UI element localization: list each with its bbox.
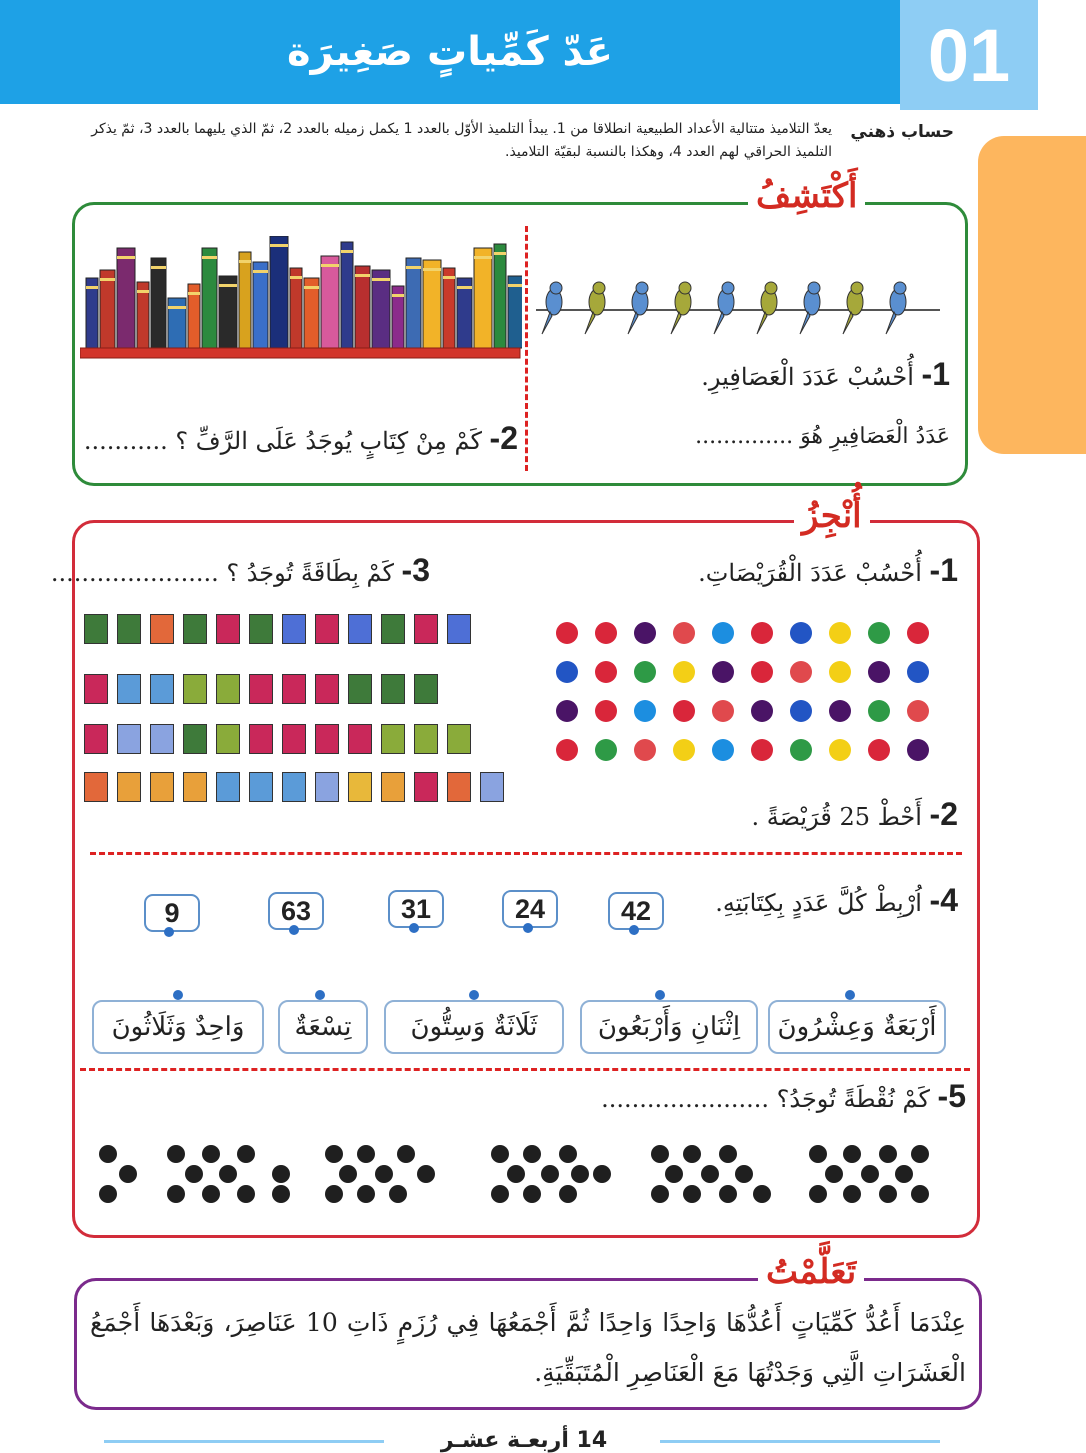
dot — [753, 1185, 771, 1203]
disc[interactable] — [868, 700, 890, 722]
card[interactable] — [480, 772, 504, 802]
question-text: أُحْسُبْ عَدَدَ الْعَصَافِيرِ. — [701, 363, 914, 391]
question-number: 2- — [489, 420, 518, 456]
card[interactable] — [315, 614, 339, 644]
number-box[interactable]: 63 — [268, 892, 324, 930]
match-dot[interactable] — [409, 923, 419, 933]
dot — [523, 1145, 541, 1163]
card[interactable] — [282, 724, 306, 754]
card[interactable] — [183, 772, 207, 802]
dot — [119, 1165, 137, 1183]
book-band — [443, 276, 455, 279]
bird — [843, 282, 863, 334]
dot — [389, 1185, 407, 1203]
dot — [99, 1145, 117, 1163]
dot — [219, 1165, 237, 1183]
dot — [683, 1185, 701, 1203]
disc[interactable] — [751, 622, 773, 644]
dot — [719, 1145, 737, 1163]
page-number: 14 أربعـة عشـر — [440, 1428, 608, 1453]
disc[interactable] — [556, 622, 578, 644]
disc[interactable] — [556, 661, 578, 683]
book-band — [137, 290, 149, 293]
book-band — [117, 256, 135, 259]
practice-title: أُنْجِزُ — [794, 496, 870, 536]
learned-text: عِنْدَمَا أَعُدُّ كَمِّيَاتٍ أَعُدُّهَا وَاحِدًا وَاحِدًا ثُمَّ أَجْمَعُهَا فِي رُزَمٍ ذَاتِ 10 عَنَاصِرَ، وَبَعْدَهَا أَجْمَعُ الْعَشَرَاتِ الَّتِي وَجَدْتُهَا مَعَ الْعَنَاصِرِ الْمُتَبَقِّيَةِ. — [90, 1308, 966, 1387]
card[interactable] — [84, 674, 108, 704]
dot — [911, 1145, 929, 1163]
dot — [357, 1185, 375, 1203]
book-band — [304, 286, 319, 289]
shelf — [80, 348, 520, 358]
practice-question-5 — [601, 1078, 966, 1115]
match-dot[interactable] — [289, 925, 299, 935]
disc[interactable] — [907, 661, 929, 683]
discover-title: أَكْتَشِفُ — [748, 176, 865, 216]
card[interactable] — [381, 614, 405, 644]
card[interactable] — [414, 674, 438, 704]
disc[interactable] — [751, 661, 773, 683]
disc[interactable] — [556, 700, 578, 722]
card[interactable] — [150, 724, 174, 754]
disc[interactable] — [673, 700, 695, 722]
book-band — [474, 256, 492, 259]
disc[interactable] — [634, 739, 656, 761]
question-number: 2- — [929, 796, 958, 832]
card[interactable] — [183, 614, 207, 644]
card[interactable] — [348, 772, 372, 802]
disc[interactable] — [595, 700, 617, 722]
card[interactable] — [315, 674, 339, 704]
disc[interactable] — [868, 622, 890, 644]
disc[interactable] — [790, 739, 812, 761]
card[interactable] — [216, 772, 240, 802]
bird — [714, 282, 734, 334]
book-band — [392, 294, 404, 297]
disc[interactable] — [907, 739, 929, 761]
match-dot[interactable] — [173, 990, 183, 1000]
question-number: 1- — [929, 552, 958, 588]
book — [355, 266, 370, 348]
card[interactable] — [117, 674, 141, 704]
disc[interactable] — [712, 700, 734, 722]
dot — [665, 1165, 683, 1183]
dot — [375, 1165, 393, 1183]
footer-line-right — [660, 1440, 940, 1443]
book-band — [423, 268, 441, 271]
discover-question-1 — [701, 356, 950, 393]
card[interactable] — [381, 674, 405, 704]
dot — [202, 1145, 220, 1163]
discover-question-2 — [84, 420, 518, 457]
dot — [397, 1145, 415, 1163]
dot — [559, 1145, 577, 1163]
disc[interactable] — [595, 739, 617, 761]
card[interactable] — [117, 614, 141, 644]
card[interactable] — [150, 614, 174, 644]
bird — [757, 282, 777, 334]
practice-question-3 — [51, 552, 430, 589]
dot — [895, 1165, 913, 1183]
discover-divider — [525, 226, 528, 471]
dot — [701, 1165, 719, 1183]
disc[interactable] — [790, 622, 812, 644]
lesson-number: 01 — [927, 13, 1011, 97]
card[interactable] — [447, 724, 471, 754]
card[interactable] — [84, 614, 108, 644]
disc[interactable] — [829, 661, 851, 683]
cards-grid — [84, 614, 524, 810]
book-band — [270, 244, 288, 247]
bookshelf-illustration — [80, 236, 522, 362]
disc[interactable] — [751, 700, 773, 722]
card[interactable] — [84, 772, 108, 802]
word-box[interactable]: تِسْعَةٌ — [278, 1000, 368, 1054]
bird — [628, 282, 648, 334]
dot-groups — [96, 1136, 936, 1212]
match-dot[interactable] — [523, 923, 533, 933]
card[interactable] — [381, 772, 405, 802]
book — [270, 236, 288, 348]
question-number: 4- — [929, 882, 958, 918]
question-text: كَمْ بِطَاقَةً تُوجَدُ ؟ ...................... — [50, 559, 394, 587]
dot — [325, 1145, 343, 1163]
book — [406, 258, 421, 348]
card[interactable] — [414, 724, 438, 754]
card[interactable] — [414, 772, 438, 802]
bird — [542, 282, 562, 334]
dot — [719, 1185, 737, 1203]
card[interactable] — [348, 614, 372, 644]
card[interactable] — [216, 724, 240, 754]
birds-illustration — [536, 276, 940, 346]
side-tab — [978, 136, 1086, 454]
disc[interactable] — [829, 739, 851, 761]
match-dot[interactable] — [164, 927, 174, 937]
book-band — [457, 286, 472, 289]
word-box[interactable]: أَرْبَعَةٌ وَعِشْرُونَ — [768, 1000, 946, 1054]
dot — [735, 1165, 753, 1183]
card[interactable] — [183, 674, 207, 704]
match-dot[interactable] — [469, 990, 479, 1000]
book — [290, 268, 302, 348]
practice-question-4 — [715, 882, 958, 919]
dot — [507, 1165, 525, 1183]
dot — [491, 1185, 509, 1203]
dot — [911, 1185, 929, 1203]
book-band — [372, 278, 390, 281]
discs-grid — [556, 622, 936, 772]
card[interactable] — [282, 772, 306, 802]
book — [100, 270, 115, 348]
word-box[interactable]: ثَلَاثَةٌ وَسِتُّونَ — [384, 1000, 564, 1054]
card[interactable] — [348, 674, 372, 704]
dot — [879, 1145, 897, 1163]
book-band — [219, 284, 237, 287]
dot — [559, 1185, 577, 1203]
card[interactable] — [84, 724, 108, 754]
word-box[interactable]: اِثْنَانِ وَأَرْبَعُونَ — [580, 1000, 758, 1054]
book-band — [202, 256, 217, 259]
book — [239, 252, 251, 348]
dot — [339, 1165, 357, 1183]
disc[interactable] — [868, 739, 890, 761]
book — [443, 268, 455, 348]
page-title: عَدّ كَمِّياتٍ صَغِيرَة — [287, 29, 613, 75]
disc[interactable] — [673, 661, 695, 683]
dot — [651, 1185, 669, 1203]
learned-title: تَعَلَّمْتُ — [758, 1252, 864, 1292]
dot — [325, 1185, 343, 1203]
card[interactable] — [249, 674, 273, 704]
card[interactable] — [282, 614, 306, 644]
dot — [809, 1145, 827, 1163]
dot — [357, 1145, 375, 1163]
card[interactable] — [216, 674, 240, 704]
number-box[interactable]: 31 — [388, 890, 444, 928]
word-box[interactable]: وَاحِدٌ وَثَلَاثُونَ — [92, 1000, 264, 1054]
disc[interactable] — [829, 622, 851, 644]
dot — [843, 1185, 861, 1203]
card[interactable] — [117, 724, 141, 754]
dot — [491, 1145, 509, 1163]
question-number: 5- — [937, 1078, 966, 1114]
disc[interactable] — [790, 661, 812, 683]
book-band — [239, 260, 251, 263]
dot — [272, 1185, 290, 1203]
card[interactable] — [249, 772, 273, 802]
dot — [593, 1165, 611, 1183]
bird — [800, 282, 820, 334]
disc[interactable] — [634, 700, 656, 722]
book — [202, 248, 217, 348]
card[interactable] — [150, 772, 174, 802]
card[interactable] — [117, 772, 141, 802]
dot — [843, 1145, 861, 1163]
card[interactable] — [315, 772, 339, 802]
dot — [651, 1145, 669, 1163]
book — [168, 298, 186, 348]
mental-math-label: حساب ذهني — [850, 122, 954, 142]
question-text: اُرْبِطْ كُلَّ عَدَدٍ بِكِتَابَتِهِ. — [715, 889, 922, 917]
book-band — [406, 266, 421, 269]
bird — [886, 282, 906, 334]
card[interactable] — [414, 614, 438, 644]
dot — [237, 1185, 255, 1203]
card[interactable] — [216, 614, 240, 644]
card[interactable] — [249, 724, 273, 754]
disc[interactable] — [556, 739, 578, 761]
disc[interactable] — [595, 622, 617, 644]
disc[interactable] — [907, 622, 929, 644]
card[interactable] — [447, 772, 471, 802]
dot — [185, 1165, 203, 1183]
dot — [202, 1185, 220, 1203]
disc[interactable] — [751, 739, 773, 761]
disc[interactable] — [673, 622, 695, 644]
card[interactable] — [183, 724, 207, 754]
book — [253, 262, 268, 348]
disc[interactable] — [868, 661, 890, 683]
question-text: أُحْسُبْ عَدَدَ الْقُرَيْصَاتِ. — [698, 559, 922, 587]
match-dot[interactable] — [655, 990, 665, 1000]
card[interactable] — [381, 724, 405, 754]
dot — [809, 1185, 827, 1203]
question-text: كَمْ نُقْطَةً تُوجَدُ؟ ...................... — [601, 1085, 930, 1113]
dot — [861, 1165, 879, 1183]
disc[interactable] — [712, 739, 734, 761]
book-band — [188, 292, 200, 295]
question-text: أَحْطْ 25 قُرَيْصَةً . — [751, 803, 922, 831]
card[interactable] — [447, 614, 471, 644]
disc[interactable] — [634, 622, 656, 644]
practice-divider-2 — [80, 1068, 970, 1071]
disc[interactable] — [595, 661, 617, 683]
question-number: 1- — [921, 356, 950, 392]
card[interactable] — [315, 724, 339, 754]
dot — [272, 1165, 290, 1183]
disc[interactable] — [634, 661, 656, 683]
book-band — [151, 266, 166, 269]
discover-answer-1: عَدَدُ الْعَصَافِيرِ هُوَ .............. — [695, 424, 950, 449]
book — [321, 256, 339, 348]
match-dot[interactable] — [629, 925, 639, 935]
book-band — [494, 252, 506, 255]
book-band — [341, 250, 353, 253]
book — [151, 258, 166, 348]
disc[interactable] — [712, 622, 734, 644]
dot — [167, 1145, 185, 1163]
question-text: كَمْ مِنْ كِتَابٍ يُوجَدُ عَلَى الرَّفِّ ؟ ........... — [83, 427, 482, 455]
disc[interactable] — [712, 661, 734, 683]
practice-question-2 — [751, 796, 958, 833]
match-dot[interactable] — [315, 990, 325, 1000]
dot — [237, 1145, 255, 1163]
disc[interactable] — [829, 700, 851, 722]
dot — [571, 1165, 589, 1183]
book — [494, 244, 506, 348]
number-box[interactable]: 9 — [144, 894, 200, 932]
card[interactable] — [282, 674, 306, 704]
mental-math-text: يعدّ التلاميذ متتالية الأعداد الطبيعية انطلاقا من 1. يبدأ التلميذ الأوّل بالعدد 1 يكمل زميله بالعدد 2، ثمّ الذي يليهما بالعدد 3، ثمّ يذكر التلميذ الحراقي لهم العدد 4، وهكذا بالنسبة لبقيّة التلاميذ. — [91, 121, 832, 160]
dot — [541, 1165, 559, 1183]
book-band — [508, 284, 522, 287]
book — [372, 270, 390, 348]
disc[interactable] — [673, 739, 695, 761]
number-box[interactable]: 24 — [502, 890, 558, 928]
dot — [167, 1185, 185, 1203]
book-band — [321, 264, 339, 267]
practice-question-1 — [698, 552, 958, 589]
book — [117, 248, 135, 348]
book-band — [100, 278, 115, 281]
dot — [879, 1185, 897, 1203]
bird — [585, 282, 605, 334]
dot — [523, 1185, 541, 1203]
dot — [99, 1185, 117, 1203]
book-band — [86, 286, 98, 289]
disc[interactable] — [790, 700, 812, 722]
book — [474, 248, 492, 348]
footer-line-left — [104, 1440, 384, 1443]
book-band — [253, 270, 268, 273]
dot — [417, 1165, 435, 1183]
book — [423, 260, 441, 348]
book-band — [290, 276, 302, 279]
number-box[interactable]: 42 — [608, 892, 664, 930]
card[interactable] — [249, 614, 273, 644]
dot — [825, 1165, 843, 1183]
match-dot[interactable] — [845, 990, 855, 1000]
book — [341, 242, 353, 348]
dot — [683, 1145, 701, 1163]
disc[interactable] — [907, 700, 929, 722]
book-band — [355, 274, 370, 277]
book-band — [168, 306, 186, 309]
bird — [671, 282, 691, 334]
practice-divider-1 — [90, 852, 962, 855]
question-number: 3- — [401, 552, 430, 588]
card[interactable] — [150, 674, 174, 704]
card[interactable] — [348, 724, 372, 754]
